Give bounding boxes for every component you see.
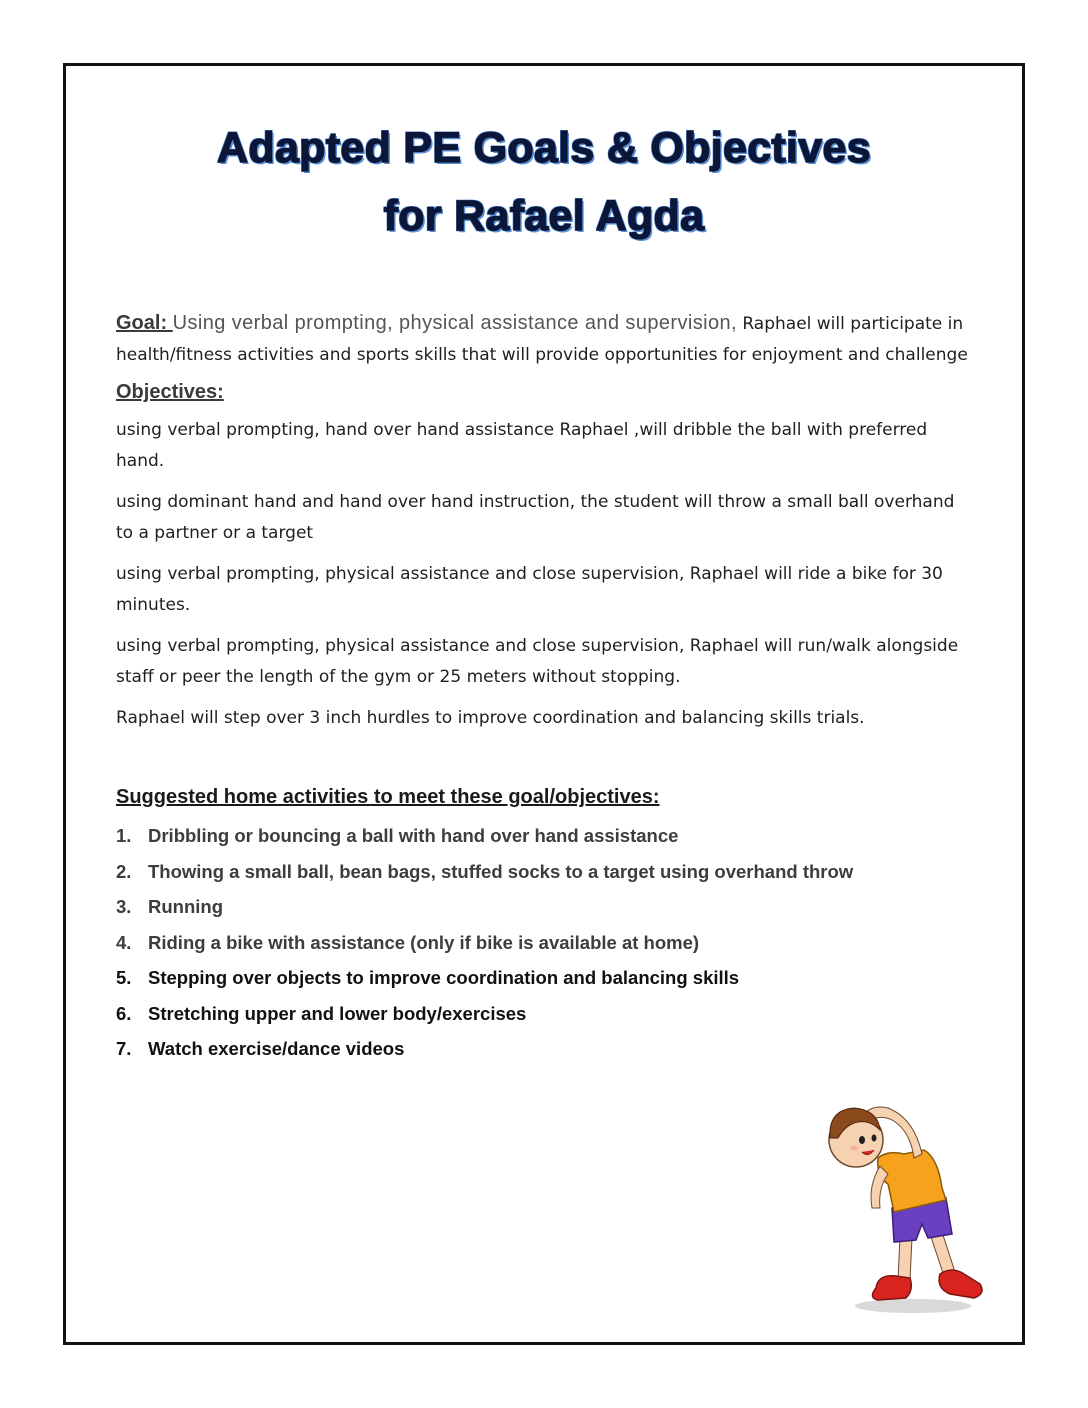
list-item-number: 1. (116, 825, 132, 846)
objective-item: using verbal prompting, physical assistance and close supervision, Raphael will ride a bike for 30 minutes. (116, 564, 943, 615)
goal-label: Goal: (116, 312, 173, 334)
objective-item: using verbal prompting, hand over hand assistance Raphael ,will dribble the ball with preferred hand. (116, 420, 928, 471)
list-item-text: Stepping over objects to improve coordination and balancing skills (148, 967, 740, 988)
list-item (116, 996, 976, 1032)
list-item-text: Dribbling or bouncing a ball with hand over hand assistance (148, 825, 679, 846)
goal-text: Raphael will participate in health/fitness activities and sports skills that will provide opportunities for enjoyment and challenge (116, 314, 968, 365)
list-item (116, 889, 976, 925)
document-body (116, 308, 976, 1067)
list-item-number: 6. (116, 1002, 132, 1024)
list-item-text: Stretching upper and lower body/exercises (148, 1002, 527, 1024)
list-item (116, 960, 976, 996)
goal-lead-text: Using verbal prompting, physical assistance and supervision, (172, 312, 737, 334)
goal-paragraph (116, 308, 976, 371)
list-item-text: Watch exercise/dance videos (148, 1038, 405, 1059)
activities-heading: Suggested home activities to meet these goal/objectives: (116, 786, 660, 808)
list-item-number: 5. (116, 967, 132, 988)
objective-item: using verbal prompting, physical assistance and close supervision, Raphael will run/walk alongside staff or peer the length of the gym or 25 meters without stopping. (116, 636, 959, 687)
activities-list (116, 818, 976, 1067)
list-item-number: 2. (116, 860, 132, 882)
list-item-number: 4. (116, 931, 132, 953)
objective-item: using dominant hand and hand over hand instruction, the student will throw a small ball overhand to a partner or a target (116, 492, 955, 543)
objective-item: Raphael will step over 3 inch hurdles to improve coordination and balancing skills trials. (116, 708, 865, 728)
stretching-child-icon (818, 1088, 998, 1318)
list-item-number: 3. (116, 896, 132, 917)
list-item (116, 1031, 976, 1067)
title-line-2: for Rafael Agda (383, 192, 705, 240)
objectives-heading: Objectives: (116, 381, 224, 403)
list-item (116, 818, 976, 854)
list-item (116, 925, 976, 961)
title-line-1: Adapted PE Goals & Objectives (217, 124, 871, 172)
list-item-number: 7. (116, 1038, 132, 1059)
list-item-text: Thowing a small ball, bean bags, stuffed socks to a target using overhand throw (148, 860, 854, 882)
list-item-text: Running (148, 896, 224, 917)
page-title (0, 114, 1088, 250)
list-item-text: Riding a bike with assistance (only if bike is available at home) (148, 931, 700, 953)
list-item (116, 854, 976, 890)
